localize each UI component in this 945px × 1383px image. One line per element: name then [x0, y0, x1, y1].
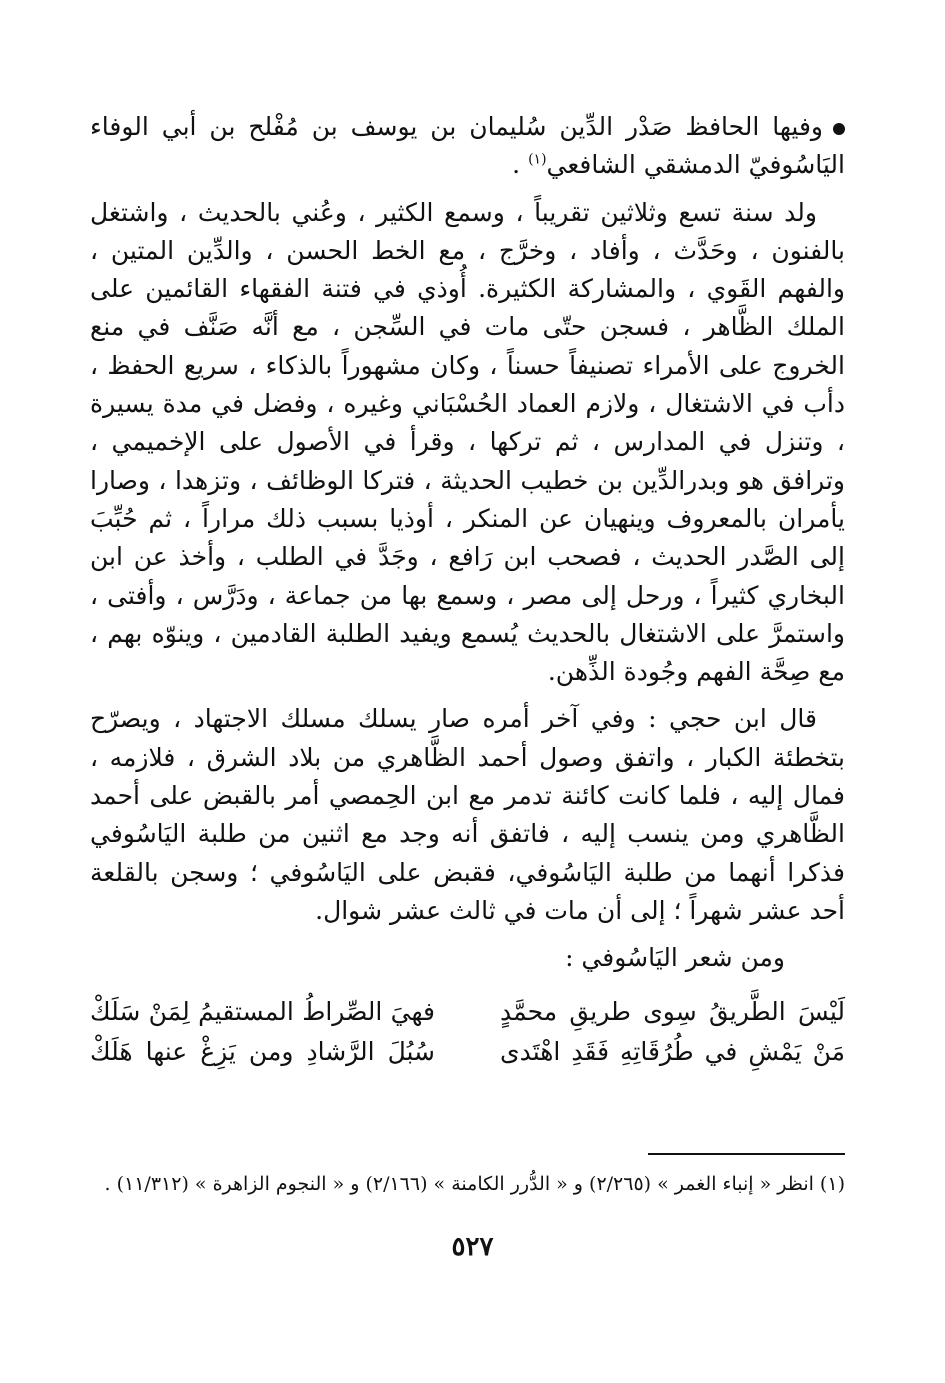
- entry-heading: [90, 108, 845, 185]
- footnote: (١) انظر « إنباء الغمر » (٢/٢٦٥) و « الدُّرر الكامنة » (٢/١٦٦) و « النجوم الزاهرة » (١١/٣١٢) .: [104, 1173, 845, 1195]
- entry-header-text: وفيها الحافظ صَدْر الدِّين سُليمان بن يوسف بن مُفْلح بن أبي الوفاء اليَاسُوفيّ الدمشقي الشافعي: [90, 112, 845, 180]
- verse-first-hemistich: لَيْسَ الطَّريقُ سِوى طريقِ محمَّدٍ: [500, 996, 845, 1026]
- ibn-hijji-paragraph: قال ابن حجي : وفي آخر أمره صار يسلك مسلك الاجتهاد ، ويصرّح بتخطئة الكبار ، واتفق وصول أحمد الظَّاهري من بلاد الشرق ، فلازمه ، فمال إليه ، فلما كانت كائنة تدمر مع ابن الحِمصي أمر بالقبض على أحمد الظَّاهري ومن ينسب إليه ، فاتفق أنه وجد مع اثنين من طلبة اليَاسُوفي فذكرا أنهما من طلبة اليَاسُوفي، فقبض على اليَاسُوفي ؛ وسجن بالقلعة أحد عشر شهراً ؛ إلى أن مات في ثالث عشر شوال.: [90, 704, 845, 925]
- main-text: [90, 108, 845, 1072]
- verse-second-hemistich: سُبُلَ الرَّشادِ ومن يَزِغْ عنها هَلَكْ: [90, 1036, 435, 1066]
- poem: [90, 992, 845, 1072]
- footnote-reference[interactable]: (١): [528, 151, 547, 168]
- page-number: ٥٢٧: [451, 1232, 494, 1262]
- biography-paragraph: ولد سنة تسع وثلاثين تقريباً ، وسمع الكثير ، وعُني بالحديث ، واشتغل بالفنون ، وحَدَّث ، وأفاد ، وخرَّج ، مع الخط الحسن ، والدِّين المتين ، والفهم القَوي ، والمشاركة الكثيرة. أُوذي في فتنة الفقهاء القائمين على الملك الظَّاهر ، فسجن حتّى مات في السِّجن ، مع أنَّه صَنَّف في منع الخروج على الأمراء تصنيفاً حسناً ، وكان مشهوراً بالذكاء ، سريع الحفظ ، دأب في الاشتغال ، ولازم العماد الحُسْبَاني وغيره ، وفضل في مدة يسيرة ، وتنزل في المدارس ، ثم تركها ، وقرأ في الأصول على الإخميمي ، وترافق هو وبدرالدِّين بن خطيب الحديثة ، فتركا الوظائف ، وتزهدا ، وصارا يأمران بالمعروف وينهيان عن المنكر ، أوذيا بسبب ذلك مراراً ، ثم حُبِّبَ إلى الصَّدر الحديث ، فصحب ابن رَافع ، وجَدَّ في الطلب ، وأخذ عن ابن البخاري كثيراً ، ورحل إلى مصر ، وسمع بها من جماعة ، ودَرَّس ، وأفتى ، واستمرَّ على الاشتغال بالحديث يُسمع ويفيد الطلبة القادمين ، وينوّه بهم ، مع صِحَّة الفهم وجُودة الذِّهن.: [90, 197, 845, 687]
- entry-header-end: .: [512, 150, 529, 180]
- verse-intro: ومن شعر اليَاسُوفي :: [565, 943, 785, 973]
- footnote-divider: [648, 1153, 845, 1155]
- verse-second-hemistich: فهيَ الصِّراطُ المستقيمُ لِمَنْ سَلَكْ: [90, 996, 435, 1026]
- bullet-icon: [833, 123, 845, 135]
- verse-line: [90, 992, 845, 1032]
- verse-line: [90, 1032, 845, 1072]
- verse-first-hemistich: مَنْ يَمْشِ في طُرُقَاتِهِ فَقَدِ اهْتَدى: [500, 1036, 845, 1066]
